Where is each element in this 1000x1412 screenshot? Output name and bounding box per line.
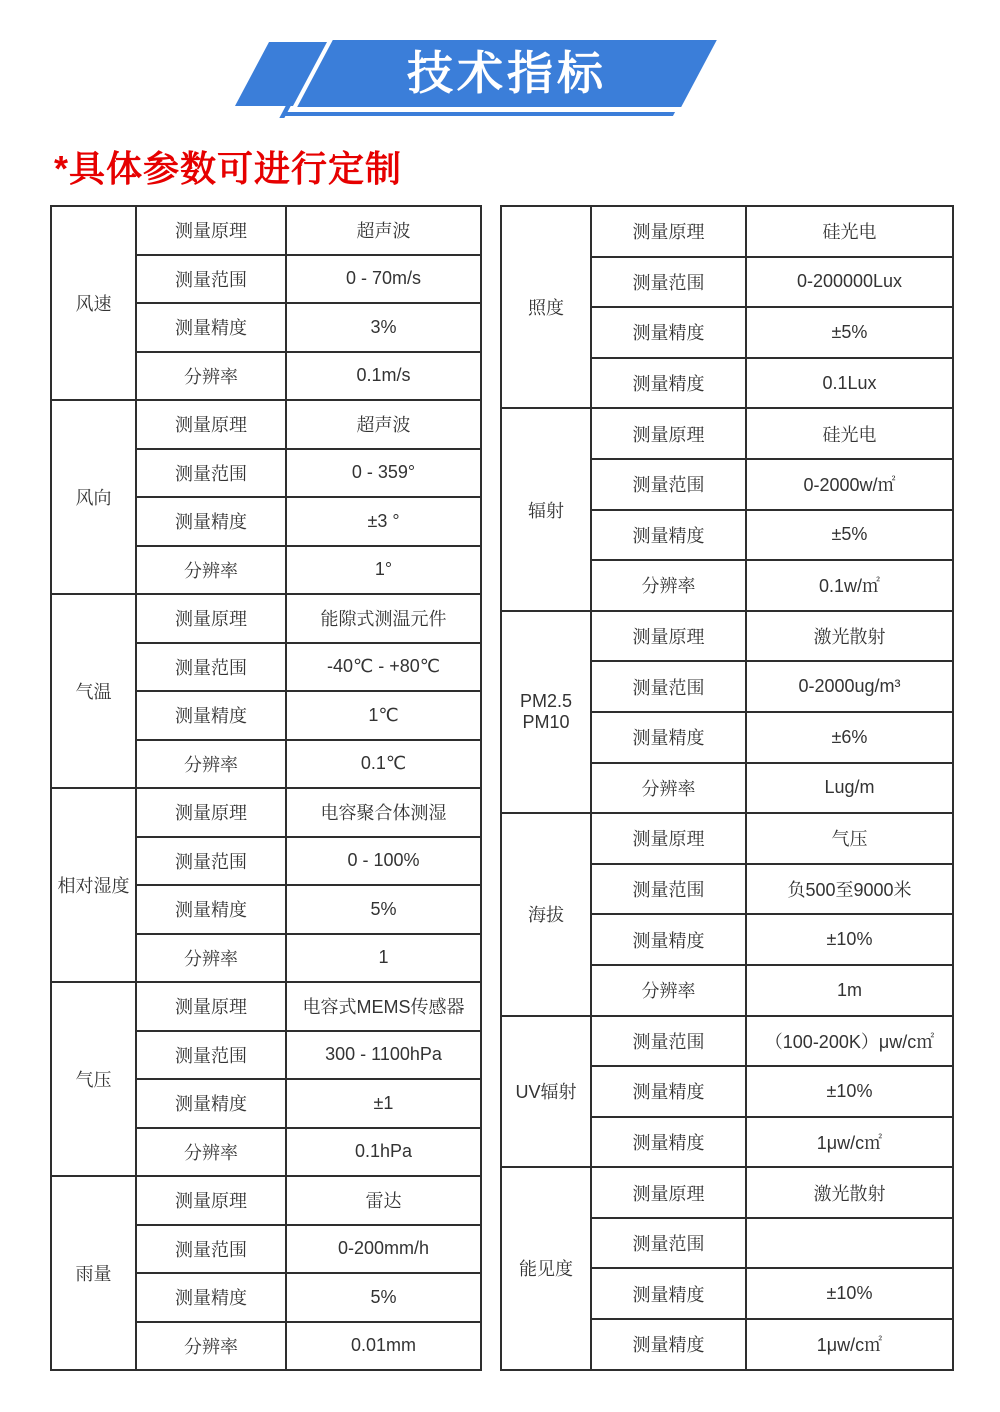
category-cell: 辐射 [501,408,591,610]
right-spec-table-body [501,206,953,1370]
spec-value-cell: （100-200K）μw/c㎡ [746,1016,953,1067]
spec-label-cell: 测量精度 [591,1268,746,1319]
header-banner [0,0,1000,135]
spec-value-cell: 1μw/c㎡ [746,1319,953,1370]
spec-label-cell: 测量范围 [591,1016,746,1067]
spec-label-cell: 测量精度 [591,1319,746,1370]
spec-label-cell: 测量精度 [136,1273,286,1322]
spec-label-cell: 测量范围 [136,1225,286,1274]
category-cell: 风向 [51,400,136,594]
spec-label-cell: 分辨率 [136,352,286,401]
spec-label-cell: 测量范围 [136,255,286,304]
spec-value-cell: ±10% [746,914,953,965]
banner-title-plate [297,40,717,107]
spec-label-cell: 测量精度 [136,497,286,546]
table-row [51,400,481,449]
spec-label-cell: 测量原理 [591,611,746,662]
table-row [501,813,953,864]
spec-label-cell: 分辨率 [136,934,286,983]
spec-value-cell: 负500至9000米 [746,864,953,915]
spec-label-cell: 测量精度 [591,1117,746,1168]
left-spec-table-body [51,206,481,1370]
spec-label-cell: 测量范围 [591,661,746,712]
category-cell: PM2.5 PM10 [501,611,591,813]
spec-label-cell: 测量原理 [136,594,286,643]
spec-value-cell: 1 [286,934,481,983]
spec-label-cell: 测量精度 [136,885,286,934]
category-cell: UV辐射 [501,1016,591,1168]
spec-value-cell: 能隙式测温元件 [286,594,481,643]
spec-value-cell: ±5% [746,307,953,358]
category-cell: 气温 [51,594,136,788]
spec-label-cell: 测量范围 [136,1031,286,1080]
spec-value-cell: ±5% [746,510,953,561]
customization-note: *具体参数可进行定制 [54,148,403,189]
table-row [501,1167,953,1218]
spec-label-cell: 测量原理 [136,400,286,449]
table-row [501,206,953,257]
spec-value-cell: Lug/m [746,763,953,814]
spec-label-cell: 测量精度 [591,358,746,409]
spec-value-cell: 气压 [746,813,953,864]
spec-value-cell: 0.1Lux [746,358,953,409]
spec-value-cell: 电容聚合体测湿 [286,788,481,837]
right-spec-table [500,205,954,1371]
spec-label-cell: 测量原理 [591,1167,746,1218]
spec-label-cell: 分辨率 [136,740,286,789]
spec-value-cell: 1° [286,546,481,595]
spec-value-cell: 0.1m/s [286,352,481,401]
spec-label-cell: 测量精度 [591,510,746,561]
spec-value-cell: 超声波 [286,206,481,255]
spec-label-cell: 分辨率 [591,965,746,1016]
spec-label-cell: 测量原理 [136,788,286,837]
spec-value-cell: 0-2000ug/m³ [746,661,953,712]
spec-value-cell: 0.1℃ [286,740,481,789]
spec-label-cell: 测量精度 [591,712,746,763]
spec-label-cell: 分辨率 [136,1128,286,1177]
category-cell: 能见度 [501,1167,591,1369]
banner-underline [285,112,675,116]
spec-label-cell: 测量范围 [591,257,746,308]
spec-value-cell: 5% [286,885,481,934]
spec-value-cell: 电容式MEMS传感器 [286,982,481,1031]
spec-label-cell: 测量精度 [136,303,286,352]
spec-value-cell [746,1218,953,1269]
spec-value-cell: 1μw/c㎡ [746,1117,953,1168]
spec-value-cell: ±10% [746,1066,953,1117]
spec-label-cell: 测量范围 [136,449,286,498]
spec-label-cell: 测量精度 [136,691,286,740]
spec-label-cell: 测量原理 [136,982,286,1031]
spec-value-cell: ±1 [286,1079,481,1128]
spec-value-cell: 0 - 70m/s [286,255,481,304]
spec-label-cell: 测量范围 [591,864,746,915]
spec-label-cell: 测量原理 [136,1176,286,1225]
spec-value-cell: 300 - 1100hPa [286,1031,481,1080]
spec-label-cell: 测量范围 [136,643,286,692]
table-row [51,594,481,643]
page-title: 技术指标 [407,47,607,99]
table-row [51,206,481,255]
table-row [501,1016,953,1067]
table-row [51,1176,481,1225]
spec-value-cell: 硅光电 [746,206,953,257]
spec-value-cell: 0-2000w/㎡ [746,459,953,510]
spec-label-cell: 分辨率 [591,560,746,611]
spec-value-cell: 0 - 100% [286,837,481,886]
spec-value-cell: 0 - 359° [286,449,481,498]
spec-value-cell: 0.01mm [286,1322,481,1371]
spec-value-cell: 0-200000Lux [746,257,953,308]
spec-label-cell: 分辨率 [136,1322,286,1371]
spec-value-cell: -40℃ - +80℃ [286,643,481,692]
spec-value-cell: 超声波 [286,400,481,449]
spec-value-cell: 激光散射 [746,1167,953,1218]
table-row [501,408,953,459]
left-spec-table [50,205,482,1371]
spec-label-cell: 测量原理 [136,206,286,255]
category-cell: 气压 [51,982,136,1176]
spec-label-cell: 测量精度 [591,1066,746,1117]
spec-value-cell: ±6% [746,712,953,763]
spec-label-cell: 测量范围 [591,1218,746,1269]
spec-value-cell: 激光散射 [746,611,953,662]
category-cell: 雨量 [51,1176,136,1370]
spec-label-cell: 测量精度 [591,914,746,965]
spec-label-cell: 分辨率 [136,546,286,595]
spec-label-cell: 测量原理 [591,408,746,459]
category-cell: 相对湿度 [51,788,136,982]
spec-value-cell: 1℃ [286,691,481,740]
spec-label-cell: 测量精度 [591,307,746,358]
spec-label-cell: 测量原理 [591,206,746,257]
spec-value-cell: 0.1w/㎡ [746,560,953,611]
spec-value-cell: 雷达 [286,1176,481,1225]
spec-label-cell: 测量精度 [136,1079,286,1128]
category-cell: 照度 [501,206,591,408]
spec-value-cell: 0.1hPa [286,1128,481,1177]
spec-value-cell: ±10% [746,1268,953,1319]
spec-value-cell: 1m [746,965,953,1016]
table-row [51,788,481,837]
spec-value-cell: 3% [286,303,481,352]
spec-label-cell: 分辨率 [591,763,746,814]
table-row [51,982,481,1031]
spec-label-cell: 测量范围 [136,837,286,886]
spec-value-cell: 5% [286,1273,481,1322]
category-cell: 风速 [51,206,136,400]
spec-label-cell: 测量原理 [591,813,746,864]
spec-label-cell: 测量范围 [591,459,746,510]
category-cell: 海拔 [501,813,591,1015]
spec-value-cell: 硅光电 [746,408,953,459]
spec-value-cell: 0-200mm/h [286,1225,481,1274]
table-row [501,611,953,662]
spec-value-cell: ±3 ° [286,497,481,546]
